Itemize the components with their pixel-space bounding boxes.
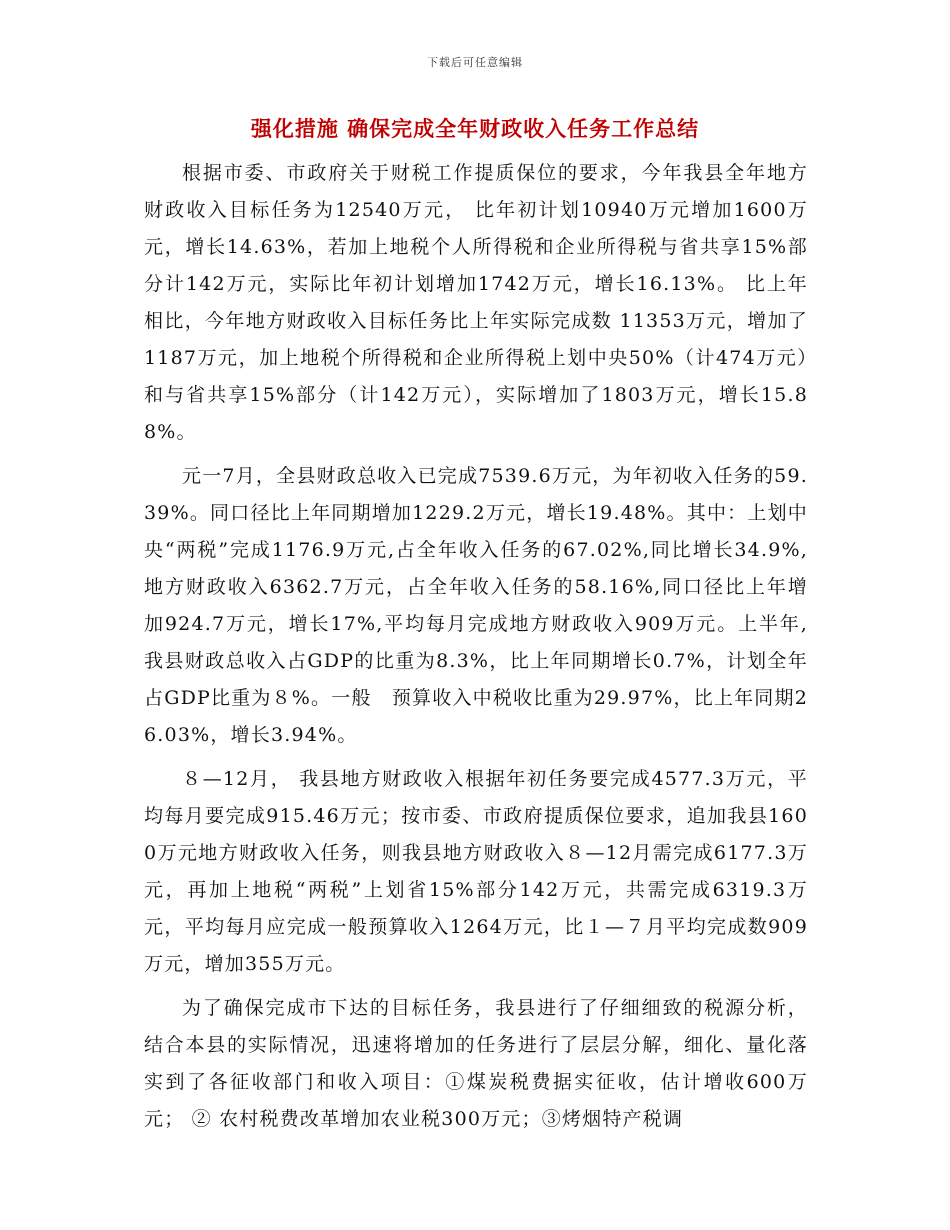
document-body (144, 155, 808, 1145)
header-note: 下载后可任意编辑 (427, 56, 523, 69)
paragraph-2: 元一7月，全县财政总收入已完成7539.6万元，为年初收入任务的59.39%。同口径比上年同期增加1229.2万元，增长19.48%。其中：上划中央“两税”完成1176.9万元,占全年收入任务的67.02%,同比增长34.9%,地方财政收入6362.7万元，占全年收入任务的58.16%,同口径比上年增加924.7万元，增长17%,平均每月完成地方财政收入909万元。上半年,我县财政总收入占GDP的比重为8.3%，比上年同期增长0.7%，计划全年占GDP比重为８%。一般 预算收入中税收比重为29.97%，比上年同期26.03%，增长3.94%。 (144, 465, 808, 746)
paragraph-3: ８—12月， 我县地方财政收入根据年初任务要完成4577.3万元，平均每月要完成915.46万元；按市委、市政府提质保位要求，追加我县1600万元地方财政收入任务，则我县地方财政收入８—12月需完成6177.3万元，再加上地税“两税”上划省15%部分142万元，共需完成6319.3万元，平均每月应完成一般预算收入1264万元，比１—７月平均完成数909万元，增加355万元。 (144, 768, 808, 975)
paragraph-4: 为了确保完成市下达的目标任务，我县进行了仔细细致的税源分析，结合本县的实际情况，迅速将增加的任务进行了层层分解，细化、量化落实到了各征收部门和收入项目：①煤炭税费据实征收，估计增收600万元； ② 农村税费改革增加农业税300万元；③烤烟特产税调 (144, 997, 808, 1130)
document-title: 强化措施 确保完成全年财政收入任务工作总结 (250, 117, 700, 141)
paragraph-1: 根据市委、市政府关于财税工作提质保位的要求，今年我县全年地方财政收入目标任务为12540万元， 比年初计划10940万元增加1600万元，增长14.63%，若加上地税个人所得税和企业所得税与省共享15%部分计142万元，实际比年初计划增加1742万元，增长16.13%。 比上年相比，今年地方财政收入目标任务比上年实际完成数 11353万元，增加了1187万元，加上地税个所得税和企业所得税上划中央50%（计474万元）和与省共享15%部分（计142万元），实际增加了1803万元，增长15.88%。 (144, 162, 808, 443)
